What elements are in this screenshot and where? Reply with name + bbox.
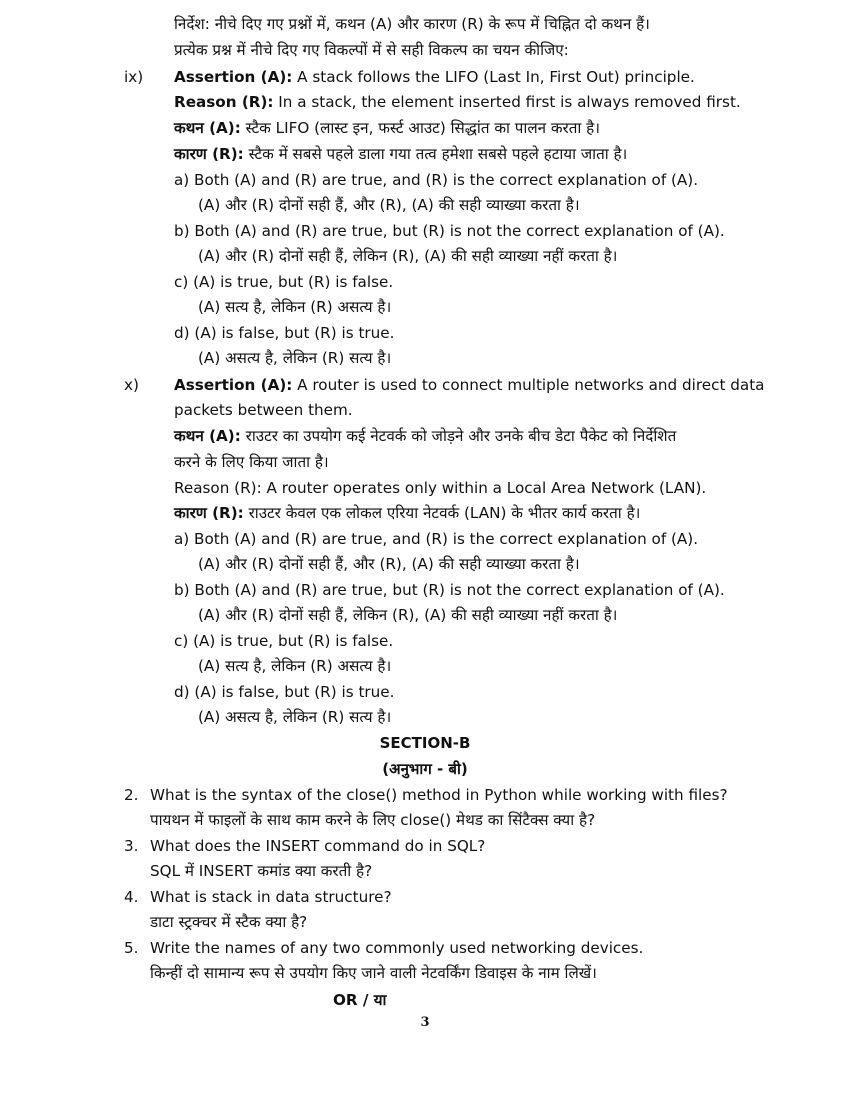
question-en: What does the INSERT command do in SQL? [150,837,486,855]
option-en: b) Both (A) and (R) are true, but (R) is not the correct explanation of (A). [174,222,725,240]
question-hi: किन्हीं दो सामान्य रूप से उपयोग किए जाने वाली नेटवर्किंग डिवाइस के नाम लिखें। [150,964,597,982]
question-en: Write the names of any two commonly used networking devices. [150,939,644,957]
section-title: SECTION-B [379,734,471,752]
option-hi: (A) सत्य है, लेकिन (R) असत्य है। [198,298,392,316]
or-separator: OR / या [333,991,387,1009]
assertion-line: Assertion (A): A stack follows the LIFO (Last In, First Out) principle. [174,68,695,86]
reason-line: Reason (R): In a stack, the element inserted first is always removed first. [174,93,741,111]
question-number: 5. [124,939,139,957]
kathan-line-cont: करने के लिए किया जाता है। [174,453,329,471]
option-en: d) (A) is false, but (R) is true. [174,324,395,342]
option-hi: (A) और (R) दोनों सही हैं, और (R), (A) की सही व्याख्या करता है। [198,196,580,214]
assertion-line: Assertion (A): A router is used to connect multiple networks and direct data [174,376,765,394]
kathan-line: कथन (A): स्टैक LIFO (लास्ट इन, फर्स्ट आउट) सिद्धांत का पालन करता है। [174,119,600,137]
reason-line: Reason (R): A router operates only within a Local Area Network (LAN). [174,479,707,497]
option-en: b) Both (A) and (R) are true, but (R) is not the correct explanation of (A). [174,581,725,599]
option-en: a) Both (A) and (R) are true, and (R) is the correct explanation of (A). [174,171,699,189]
option-en: d) (A) is false, but (R) is true. [174,683,395,701]
question-en: What is stack in data structure? [150,888,392,906]
option-hi: (A) और (R) दोनों सही हैं, और (R), (A) की सही व्याख्या करता है। [198,555,580,573]
option-hi: (A) सत्य है, लेकिन (R) असत्य है। [198,657,392,675]
question-number: 2. [124,786,139,804]
question-number: ix) [124,68,144,86]
question-hi: डाटा स्ट्रक्चर में स्टैक क्या है? [150,913,308,931]
option-en: c) (A) is true, but (R) is false. [174,273,394,291]
question-hi: SQL में INSERT कमांड क्या करती है? [150,862,373,880]
option-en: a) Both (A) and (R) are true, and (R) is the correct explanation of (A). [174,530,699,548]
question-en: What is the syntax of the close() method in Python while working with files? [150,786,728,804]
question-number: x) [124,376,139,394]
option-hi: (A) असत्य है, लेकिन (R) सत्य है। [198,708,392,726]
question-hi: पायथन में फाइलों के साथ काम करने के लिए close() मेथड का सिंटैक्स क्या है? [150,811,596,829]
instruction-line-2: प्रत्येक प्रश्न में नीचे दिए गए विकल्पों में से सही विकल्प का चयन कीजिए: [174,41,569,59]
question-number: 3. [124,837,139,855]
karan-line: कारण (R): राउटर केवल एक लोकल एरिया नेटवर्क (LAN) के भीतर कार्य करता है। [174,504,641,522]
option-hi: (A) असत्य है, लेकिन (R) सत्य है। [198,349,392,367]
page-number: 3 [420,1015,430,1030]
instruction-line-1: निर्देश: नीचे दिए गए प्रश्नों में, कथन (A) और कारण (R) के रूप में चिह्नित दो कथन हैं। [174,15,650,33]
question-number: 4. [124,888,139,906]
assertion-line-cont: packets between them. [174,401,353,419]
option-hi: (A) और (R) दोनों सही हैं, लेकिन (R), (A) की सही व्याख्या नहीं करता है। [198,247,618,265]
kathan-line: कथन (A): राउटर का उपयोग कई नेटवर्क को जोड़ने और उनके बीच डेटा पैकेट को निर्देशित [174,427,677,445]
section-subtitle: (अनुभाग - बी) [382,760,468,778]
option-en: c) (A) is true, but (R) is false. [174,632,394,650]
karan-line: कारण (R): स्टैक में सबसे पहले डाला गया तत्व हमेशा सबसे पहले हटाया जाता है। [174,145,628,163]
option-hi: (A) और (R) दोनों सही हैं, लेकिन (R), (A) की सही व्याख्या नहीं करता है। [198,606,618,624]
